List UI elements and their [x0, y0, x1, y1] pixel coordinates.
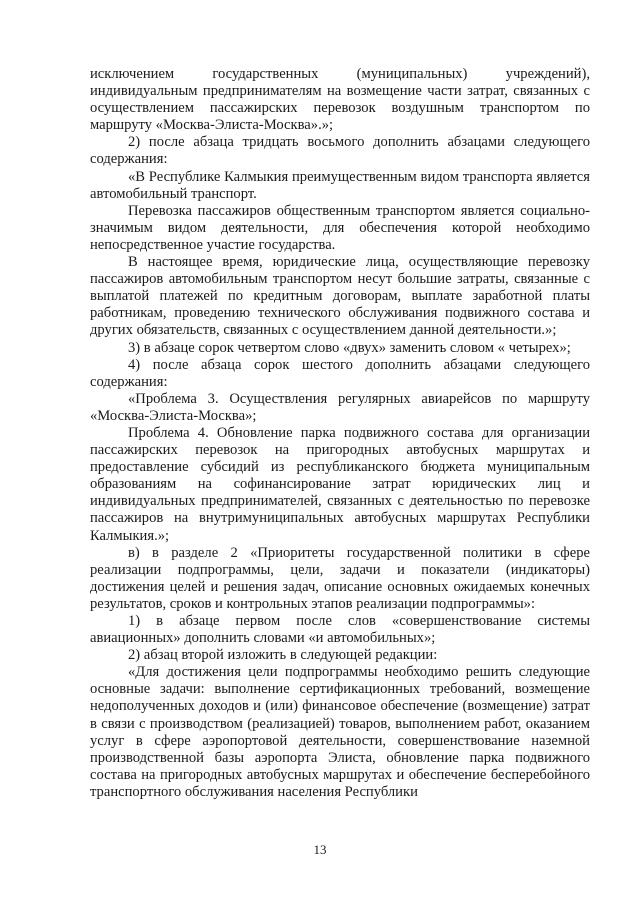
paragraph: 3) в абзаце сорок четвертом слово «двух» заменить словом « четырех»; [128, 339, 571, 356]
paragraph: 4) после абзаца сорок шестого дополнить абзацами следующего содержания: [90, 356, 590, 390]
paragraph: 1) в абзаце первом после слов «совершенствование системы авиационных» дополнить словами «и автомобильных»; [90, 613, 590, 647]
paragraph: «Проблема 3. Осуществления регулярных авиарейсов по маршруту «Москва-Элиста-Москва»; [90, 390, 590, 424]
paragraph: Перевозка пассажиров общественным транспортом является социально-значимым видом деятельности, для обеспечения которой необходимо непосредственное участие государства. [90, 202, 590, 253]
paragraph: в) в разделе 2 «Приоритеты государственной политики в сфере реализации подпрограммы, цели, задачи и показатели (индикаторы) достижения целей и решения задач, описание основных ожидаемых конечных результатов, сроков и контрольных этапов реализации подпрограммы»: [90, 544, 590, 612]
document-body [90, 66, 590, 801]
paragraph: 2) после абзаца тридцать восьмого дополнить абзацами следующего содержания: [90, 134, 590, 168]
paragraph: «Для достижения цели подпрограммы необходимо решить следующие основные задачи: выполнение сертификационных требований, возмещение недополученных доходов и (или) финансовое обеспечение (возмещение) затрат в связи с производством (реализацией) товаров, выполнением работ, оказанием услуг в сфере аэропортовой деятельности, совершенствование наземной производственной базы аэропорта Элиста, обновление парка подвижного состава на пригородных автобусных маршрутах и обеспечение бесперебойного транспортного обслуживания населения Республики [90, 664, 590, 800]
paragraph: В настоящее время, юридические лица, осуществляющие перевозку пассажиров автомобильным транспортом несут большие затраты, связанные с выплатой платежей по кредитным договорам, выплате заработной платы работникам, проведению технического обслуживания подвижного состава и других обязательств, связанных с осуществлением данной деятельности.»; [90, 254, 590, 339]
page-number: 13 [313, 842, 327, 857]
paragraph: 2) абзац второй изложить в следующей редакции: [128, 647, 438, 664]
paragraph: Проблема 4. Обновление парка подвижного состава для организации пассажирских перевозок на пригородных автобусных маршрутах и предоставление субсидий из республиканского бюджета муниципальным образованиям на софинансирование затрат юридических лиц и индивидуальных предпринимателей, связанных с деятельностью по перевозке пассажиров на внутримуниципальных автобусных маршрутах Республики Калмыкия.»; [90, 424, 590, 544]
paragraph: «В Республике Калмыкия преимущественным видом транспорта является автомобильный транспорт. [90, 168, 590, 202]
paragraph: исключением государственных (муниципальных) учреждений), индивидуальным предпринимателям на возмещение части затрат, связанных с осуществлением пассажирских перевозок воздушным транспортом по маршруту «Москва-Элиста-Москва».»; [90, 66, 590, 134]
